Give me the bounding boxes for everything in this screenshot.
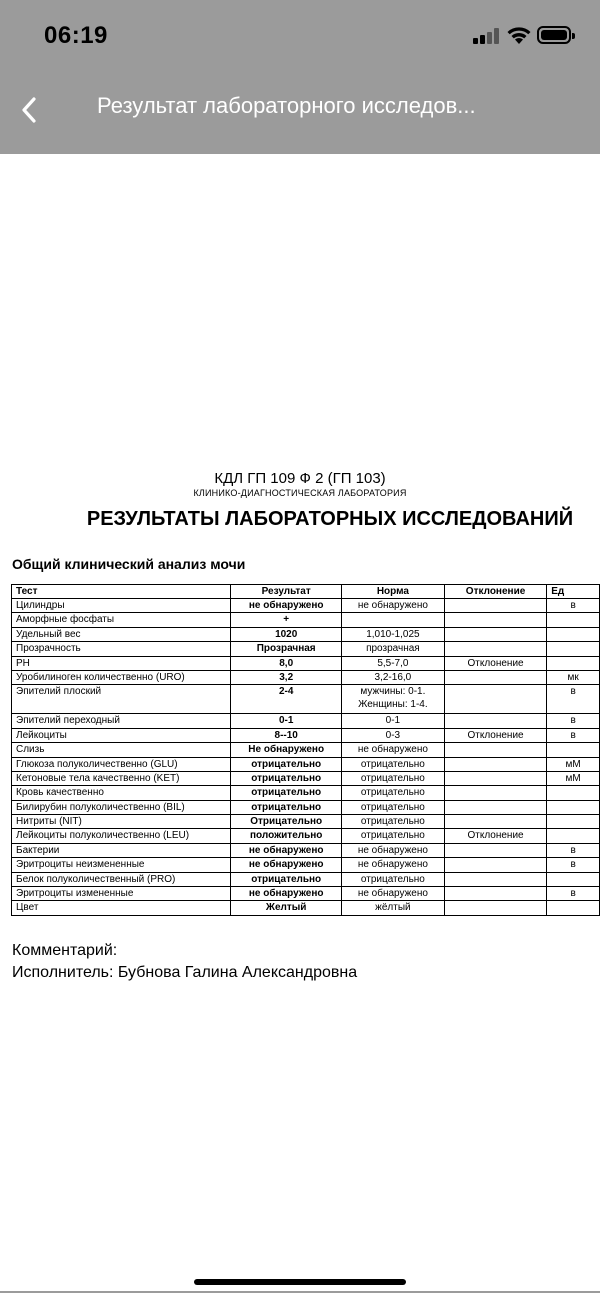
test-cell: Эритроциты неизмененные <box>12 858 231 872</box>
table-row <box>12 786 600 800</box>
result-cell: + <box>231 613 341 627</box>
deviation-cell <box>444 670 546 684</box>
unit-cell <box>547 656 600 670</box>
test-cell: Цилиндры <box>12 599 231 613</box>
unit-cell <box>547 872 600 886</box>
result-cell: отрицательно <box>231 771 341 785</box>
result-cell: отрицательно <box>231 800 341 814</box>
deviation-cell <box>444 743 546 757</box>
result-cell: Не обнаружено <box>231 743 341 757</box>
lab-organization: КДЛ ГП 109 Ф 2 (ГП 103) <box>214 470 386 487</box>
status-time: 06:19 <box>44 22 108 49</box>
wifi-icon <box>506 24 532 46</box>
unit-cell: в <box>547 714 600 728</box>
deviation-cell <box>444 714 546 728</box>
norm-cell <box>341 685 444 714</box>
report-title: РЕЗУЛЬТАТЫ ЛАБОРАТОРНЫХ ИССЛЕДОВАНИЙ <box>86 508 574 530</box>
table-row <box>12 771 600 785</box>
result-cell: Желтый <box>231 901 341 915</box>
test-cell: Прозрачность <box>12 642 231 656</box>
unit-cell: в <box>547 685 600 714</box>
norm-cell: отрицательно <box>341 771 444 785</box>
result-cell: 3,2 <box>231 670 341 684</box>
test-cell: Удельный вес <box>12 627 231 641</box>
comment-label: Комментарий: <box>12 942 118 959</box>
column-header-test: Тест <box>12 585 231 599</box>
deviation-cell <box>444 815 546 829</box>
table-row <box>12 613 600 627</box>
norm-line: мужчины: 0-1. <box>360 686 426 698</box>
norm-cell: 5,5-7,0 <box>341 656 444 670</box>
status-bar <box>0 0 600 72</box>
deviation-cell <box>444 858 546 872</box>
table-row <box>12 728 600 742</box>
result-cell: 0-1 <box>231 714 341 728</box>
unit-cell <box>547 800 600 814</box>
unit-cell <box>547 743 600 757</box>
result-cell: не обнаружено <box>231 858 341 872</box>
deviation-cell <box>444 627 546 641</box>
norm-cell: прозрачная <box>341 642 444 656</box>
bottom-divider <box>0 1291 600 1293</box>
deviation-cell: Отклонение <box>444 728 546 742</box>
norm-cell: отрицательно <box>341 800 444 814</box>
result-cell: не обнаружено <box>231 887 341 901</box>
norm-cell: не обнаружено <box>341 887 444 901</box>
norm-cell: 1,010-1,025 <box>341 627 444 641</box>
deviation-cell <box>444 613 546 627</box>
result-cell: не обнаружено <box>231 843 341 857</box>
unit-cell: мМ <box>547 757 600 771</box>
test-cell: Эпителий плоский <box>12 685 231 714</box>
table-row <box>12 901 600 915</box>
test-cell: Кровь качественно <box>12 786 231 800</box>
table-row <box>12 627 600 641</box>
cellular-signal-icon <box>473 28 499 44</box>
unit-cell <box>547 786 600 800</box>
test-cell: Цвет <box>12 901 231 915</box>
deviation-cell: Отклонение <box>444 656 546 670</box>
unit-cell <box>547 815 600 829</box>
results-table-body <box>12 599 600 916</box>
unit-cell: мк <box>547 670 600 684</box>
lab-subtitle: КЛИНИКО-ДИАГНОСТИЧЕСКАЯ ЛАБОРАТОРИЯ <box>193 488 407 498</box>
test-cell: Эпителий переходный <box>12 714 231 728</box>
norm-cell: отрицательно <box>341 872 444 886</box>
test-cell: PH <box>12 656 231 670</box>
table-row <box>12 757 600 771</box>
norm-cell: не обнаружено <box>341 843 444 857</box>
analysis-name: Общий клинический анализ мочи <box>12 556 246 572</box>
column-header-norm: Норма <box>341 585 444 599</box>
column-header-deviation: Отклонение <box>444 585 546 599</box>
result-cell: отрицательно <box>231 757 341 771</box>
unit-cell <box>547 901 600 915</box>
result-cell: 8--10 <box>231 728 341 742</box>
battery-icon <box>537 26 571 44</box>
test-cell: Бактерии <box>12 843 231 857</box>
table-row <box>12 872 600 886</box>
norm-cell: 0-1 <box>341 714 444 728</box>
norm-cell: 3,2-16,0 <box>341 670 444 684</box>
deviation-cell <box>444 800 546 814</box>
deviation-cell: Отклонение <box>444 829 546 843</box>
table-row <box>12 800 600 814</box>
unit-cell <box>547 613 600 627</box>
table-row <box>12 714 600 728</box>
unit-cell: в <box>547 599 600 613</box>
table-row <box>12 858 600 872</box>
result-cell: 8,0 <box>231 656 341 670</box>
result-cell: 1020 <box>231 627 341 641</box>
norm-line: Женщины: 1-4. <box>358 699 428 711</box>
result-cell: 2-4 <box>231 685 341 714</box>
table-row <box>12 599 600 613</box>
norm-cell: не обнаружено <box>341 858 444 872</box>
table-row <box>12 670 600 684</box>
norm-cell: отрицательно <box>341 786 444 800</box>
norm-cell: отрицательно <box>341 815 444 829</box>
test-cell: Глюкоза полуколичественно (GLU) <box>12 757 231 771</box>
unit-cell <box>547 642 600 656</box>
test-cell: Белок полуколичественный (PRO) <box>12 872 231 886</box>
norm-cell: не обнаружено <box>341 743 444 757</box>
deviation-cell <box>444 887 546 901</box>
unit-cell: мМ <box>547 771 600 785</box>
deviation-cell <box>444 599 546 613</box>
test-cell: Слизь <box>12 743 231 757</box>
result-cell: отрицательно <box>231 872 341 886</box>
deviation-cell <box>444 843 546 857</box>
norm-cell: 0-3 <box>341 728 444 742</box>
test-cell: Уробилиноген количественно (URO) <box>12 670 231 684</box>
norm-cell: жёлтый <box>341 901 444 915</box>
test-cell: Лейкоциты полуколичественно (LEU) <box>12 829 231 843</box>
norm-cell <box>341 613 444 627</box>
deviation-cell <box>444 642 546 656</box>
deviation-cell <box>444 757 546 771</box>
result-cell: Отрицательно <box>231 815 341 829</box>
back-chevron-icon[interactable] <box>16 92 46 128</box>
norm-cell: не обнаружено <box>341 599 444 613</box>
table-row <box>12 685 600 714</box>
table-row <box>12 815 600 829</box>
deviation-cell <box>444 771 546 785</box>
unit-cell <box>547 829 600 843</box>
home-indicator[interactable] <box>194 1279 406 1285</box>
table-row <box>12 829 600 843</box>
result-cell: Прозрачная <box>231 642 341 656</box>
column-header-result: Результат <box>231 585 341 599</box>
navigation-bar <box>0 72 600 154</box>
page-title: Результат лабораторного исследов... <box>97 93 476 118</box>
table-header-row <box>12 585 600 599</box>
table-row <box>12 656 600 670</box>
unit-cell: в <box>547 858 600 872</box>
norm-cell: отрицательно <box>341 829 444 843</box>
unit-cell: в <box>547 843 600 857</box>
result-cell: отрицательно <box>231 786 341 800</box>
test-cell: Эритроциты измененные <box>12 887 231 901</box>
test-cell: Лейкоциты <box>12 728 231 742</box>
deviation-cell <box>444 872 546 886</box>
test-cell: Аморфные фосфаты <box>12 613 231 627</box>
result-cell: не обнаружено <box>231 599 341 613</box>
norm-cell: отрицательно <box>341 757 444 771</box>
deviation-cell <box>444 786 546 800</box>
table-row <box>12 642 600 656</box>
result-cell: положительно <box>231 829 341 843</box>
table-row <box>12 887 600 901</box>
results-table <box>11 584 600 916</box>
test-cell: Нитриты (NIT) <box>12 815 231 829</box>
executor-line: Исполнитель: Бубнова Галина Александровна <box>12 964 358 981</box>
table-row <box>12 743 600 757</box>
test-cell: Билирубин полуколичественно (BIL) <box>12 800 231 814</box>
test-cell: Кетоновые тела качественно (KET) <box>12 771 231 785</box>
unit-cell <box>547 627 600 641</box>
unit-cell: в <box>547 887 600 901</box>
table-row <box>12 843 600 857</box>
deviation-cell <box>444 685 546 714</box>
deviation-cell <box>444 901 546 915</box>
column-header-unit: Ед <box>547 585 600 599</box>
unit-cell: в <box>547 728 600 742</box>
